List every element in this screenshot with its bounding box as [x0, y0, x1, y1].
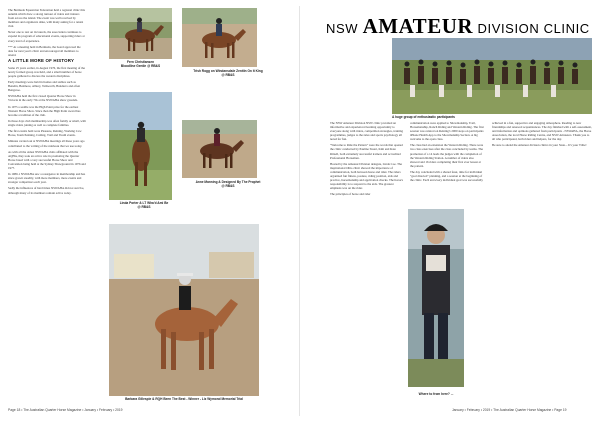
- page-title: [326, 14, 590, 39]
- history-paragraph: Some 25 years earlier, in August 1976, the first meeting of the newly formed group was held, and a small number of horse people gathered to discuss the western disciplines.: [8, 65, 85, 78]
- history-paragraph: NSWAHA held the first closed Quarter Horse Show in Victoria in the early 70s at the NSWAHA show grounds.: [8, 94, 78, 103]
- history-paragraph: Sadly the influences of hard times NSWAHA did not survive, although many of its members remain active today.: [8, 186, 85, 195]
- intro-paragraph: The Bermuda Equestrian Federation held a regional clinic this autumn which drew a strong turnout of riders and trainers from across the island. The event was well received by members and organizers alike, with many asking for a return visit.: [8, 8, 85, 29]
- title-main: AMATEUR: [362, 14, 474, 38]
- caption-line: Fern Christiansen: [126, 60, 155, 64]
- history-paragraph: The first events held were Pleasure, Reining, Working Cow Horse, Team Penning, Cutting, Trail and Youth events.: [8, 129, 82, 138]
- caption-line: @ RB&S: [137, 205, 151, 210]
- history-paragraph: As with all the oldest NSWAHA clubs affiliated with the AQHA, they took an active role in promoting the Quarter Horse breed with a very successful Horse Show and Convention being held at the Sydney Showground in 1976 and 1977.: [8, 149, 86, 170]
- left-text-column: [8, 8, 86, 197]
- footer-right: January • February • 2019 • The Australian Quarter Horse Magazine • Page 19: [452, 408, 567, 412]
- article-paragraph: communication were applied to Showmanship, Trail, Horsemanship, Ranch Riding and Western Riding. The first session was centred on Reining's 2000 steps on participants iPhone Health App to the Showmanship Section. A big welcome to the open class.: [410, 121, 484, 142]
- right-text-column-2: [410, 121, 484, 184]
- photo-fern-christiansen: [109, 8, 172, 59]
- caption-rider-closeup: Where to from here? ...: [418, 392, 454, 396]
- photo-group-participants: [392, 38, 592, 114]
- right-text-column-1: [330, 121, 404, 199]
- photo-anne-manning: [182, 120, 257, 178]
- title-prefix: NSW: [326, 21, 359, 36]
- caption-line: Barbara Gillespie & RQH Been The Best - Winner - Liz Wymond Memorial Trial: [125, 397, 243, 401]
- history-paragraph: Early meetings were held in homes and stables such as Benelin, Benmore, Albury, Tamworth, Bundarra and often Bengaroo.: [8, 79, 81, 93]
- history-paragraph: In 1975 a saddle was the High Point prize for the earliest Western Horse Show. Since then the High Point award has become a tradition of the club.: [8, 104, 81, 117]
- right-text-column-3: [492, 121, 592, 150]
- footer-left: Page 18 • The Australian Quarter Horse Magazine • January • February • 2019: [8, 408, 123, 412]
- article-paragraph: The NSW Amateur Division NSW clinic provided an informative and experienced learning opportunity to everyone along with riders, competition strategies, training programmes, judges to the rules and sports psychology all noted for fun.: [330, 121, 404, 142]
- caption-barbara-gillespie: [108, 397, 260, 401]
- article-paragraph: Hosted by the Amateur Division delegate, Linda Coe. The inspirational Ohio clinic showed the importance of communication, both between horse and rider. The riders organized fun fitness, posture, riding position, aids and practice, horsemanship and application checks. The horse's responsibility is to respond to the aids. The greatest emphasis was on the rider.: [330, 161, 404, 191]
- caption-line: Anne Manning & Designed By The Prophet: [195, 180, 261, 184]
- caption-linda-porter: [104, 201, 184, 209]
- article-paragraph: The class had an extension the Western Riding. There were two class exercises after the class concluded by teams. The promotion of a 14 leads the judges with the completion of the Western Riding Station. A number of riders also showed and 16 riders completing their first ever lesson at the pattern.: [410, 143, 484, 168]
- title-suffix: DIVISION CLINIC: [477, 21, 590, 36]
- page-spine: [299, 6, 300, 416]
- history-paragraph: In 1980-1 NSWAHA saw a resurgence in membership and has since grown steadily, with more members, more events and stronger competitors each year.: [8, 172, 86, 185]
- caption-line: Linda Porter & LT Wha'd Ami Be: [119, 201, 169, 205]
- history-paragraph: Minutes carried out at NSWAHA meetings all these years ago contributed to the writing of the rulebook that we use today.: [8, 139, 85, 148]
- intro-paragraph: *** At a meeting held in Bermuda, the board approved the date for next year's clinic and encouraged all members to attend.: [8, 44, 81, 57]
- caption-line: @ RB&S: [221, 184, 235, 189]
- photo-barbara-gillespie: [109, 224, 259, 396]
- article-paragraph: "Welcome to Ride the Pattern" were the words that opened the clinic conducted by Pauline Stuart, Kim and Kate Ritzell, both extremely successful trainers and accredited Professional Horsemen.: [330, 143, 403, 160]
- caption-anne-manning: [180, 180, 276, 188]
- caption-line: @ RB&S: [221, 73, 235, 78]
- caption-group-participants: A huge group of enthusiastic participants: [392, 115, 455, 119]
- history-paragraph: In those days club membership was often family or small, with single riders joining as well as complete families.: [8, 118, 86, 127]
- caption-line: Trish Rogg on Windansdale Zenitin On It King: [193, 69, 263, 73]
- article-paragraph: The principles of horse and rider: [330, 192, 371, 197]
- photo-rider-closeup: [408, 209, 464, 387]
- article-paragraph: Be sure to attend the Amateur division clinics in your State... It's your Tribe!: [492, 143, 587, 148]
- caption-fern-christiansen: [104, 60, 177, 68]
- article-paragraph: The day concluded with a shared feast, time for individual "goal directed" planning, and a session at the beginning of the clinic. Each and every individual goal was successfully: [410, 169, 483, 182]
- caption-line: Bloodline Gentle @ RB&S: [120, 64, 161, 69]
- history-heading: A LITTLE MORE OF HISTORY: [8, 58, 75, 64]
- caption-trish-rogg: [180, 69, 276, 77]
- photo-linda-porter: [109, 92, 172, 200]
- photo-trish-rogg: [182, 8, 257, 67]
- article-paragraph: achieved in a fun, supportive and engaging atmosphere. Reading to new friendships and renewed acquaintances. The day finished with a self-assessment, and information and opinions gathered from participants - NSWAHA, the Horse Association, the local Horse Riding Centre, and NSW Amateurs. Thank you to all who participated, both riders and helpers, for the day.: [492, 121, 592, 142]
- intro-paragraph: Never one to rest on its laurels, the association continues to expand its program of educational events, supporting riders at every level of experience.: [8, 30, 85, 43]
